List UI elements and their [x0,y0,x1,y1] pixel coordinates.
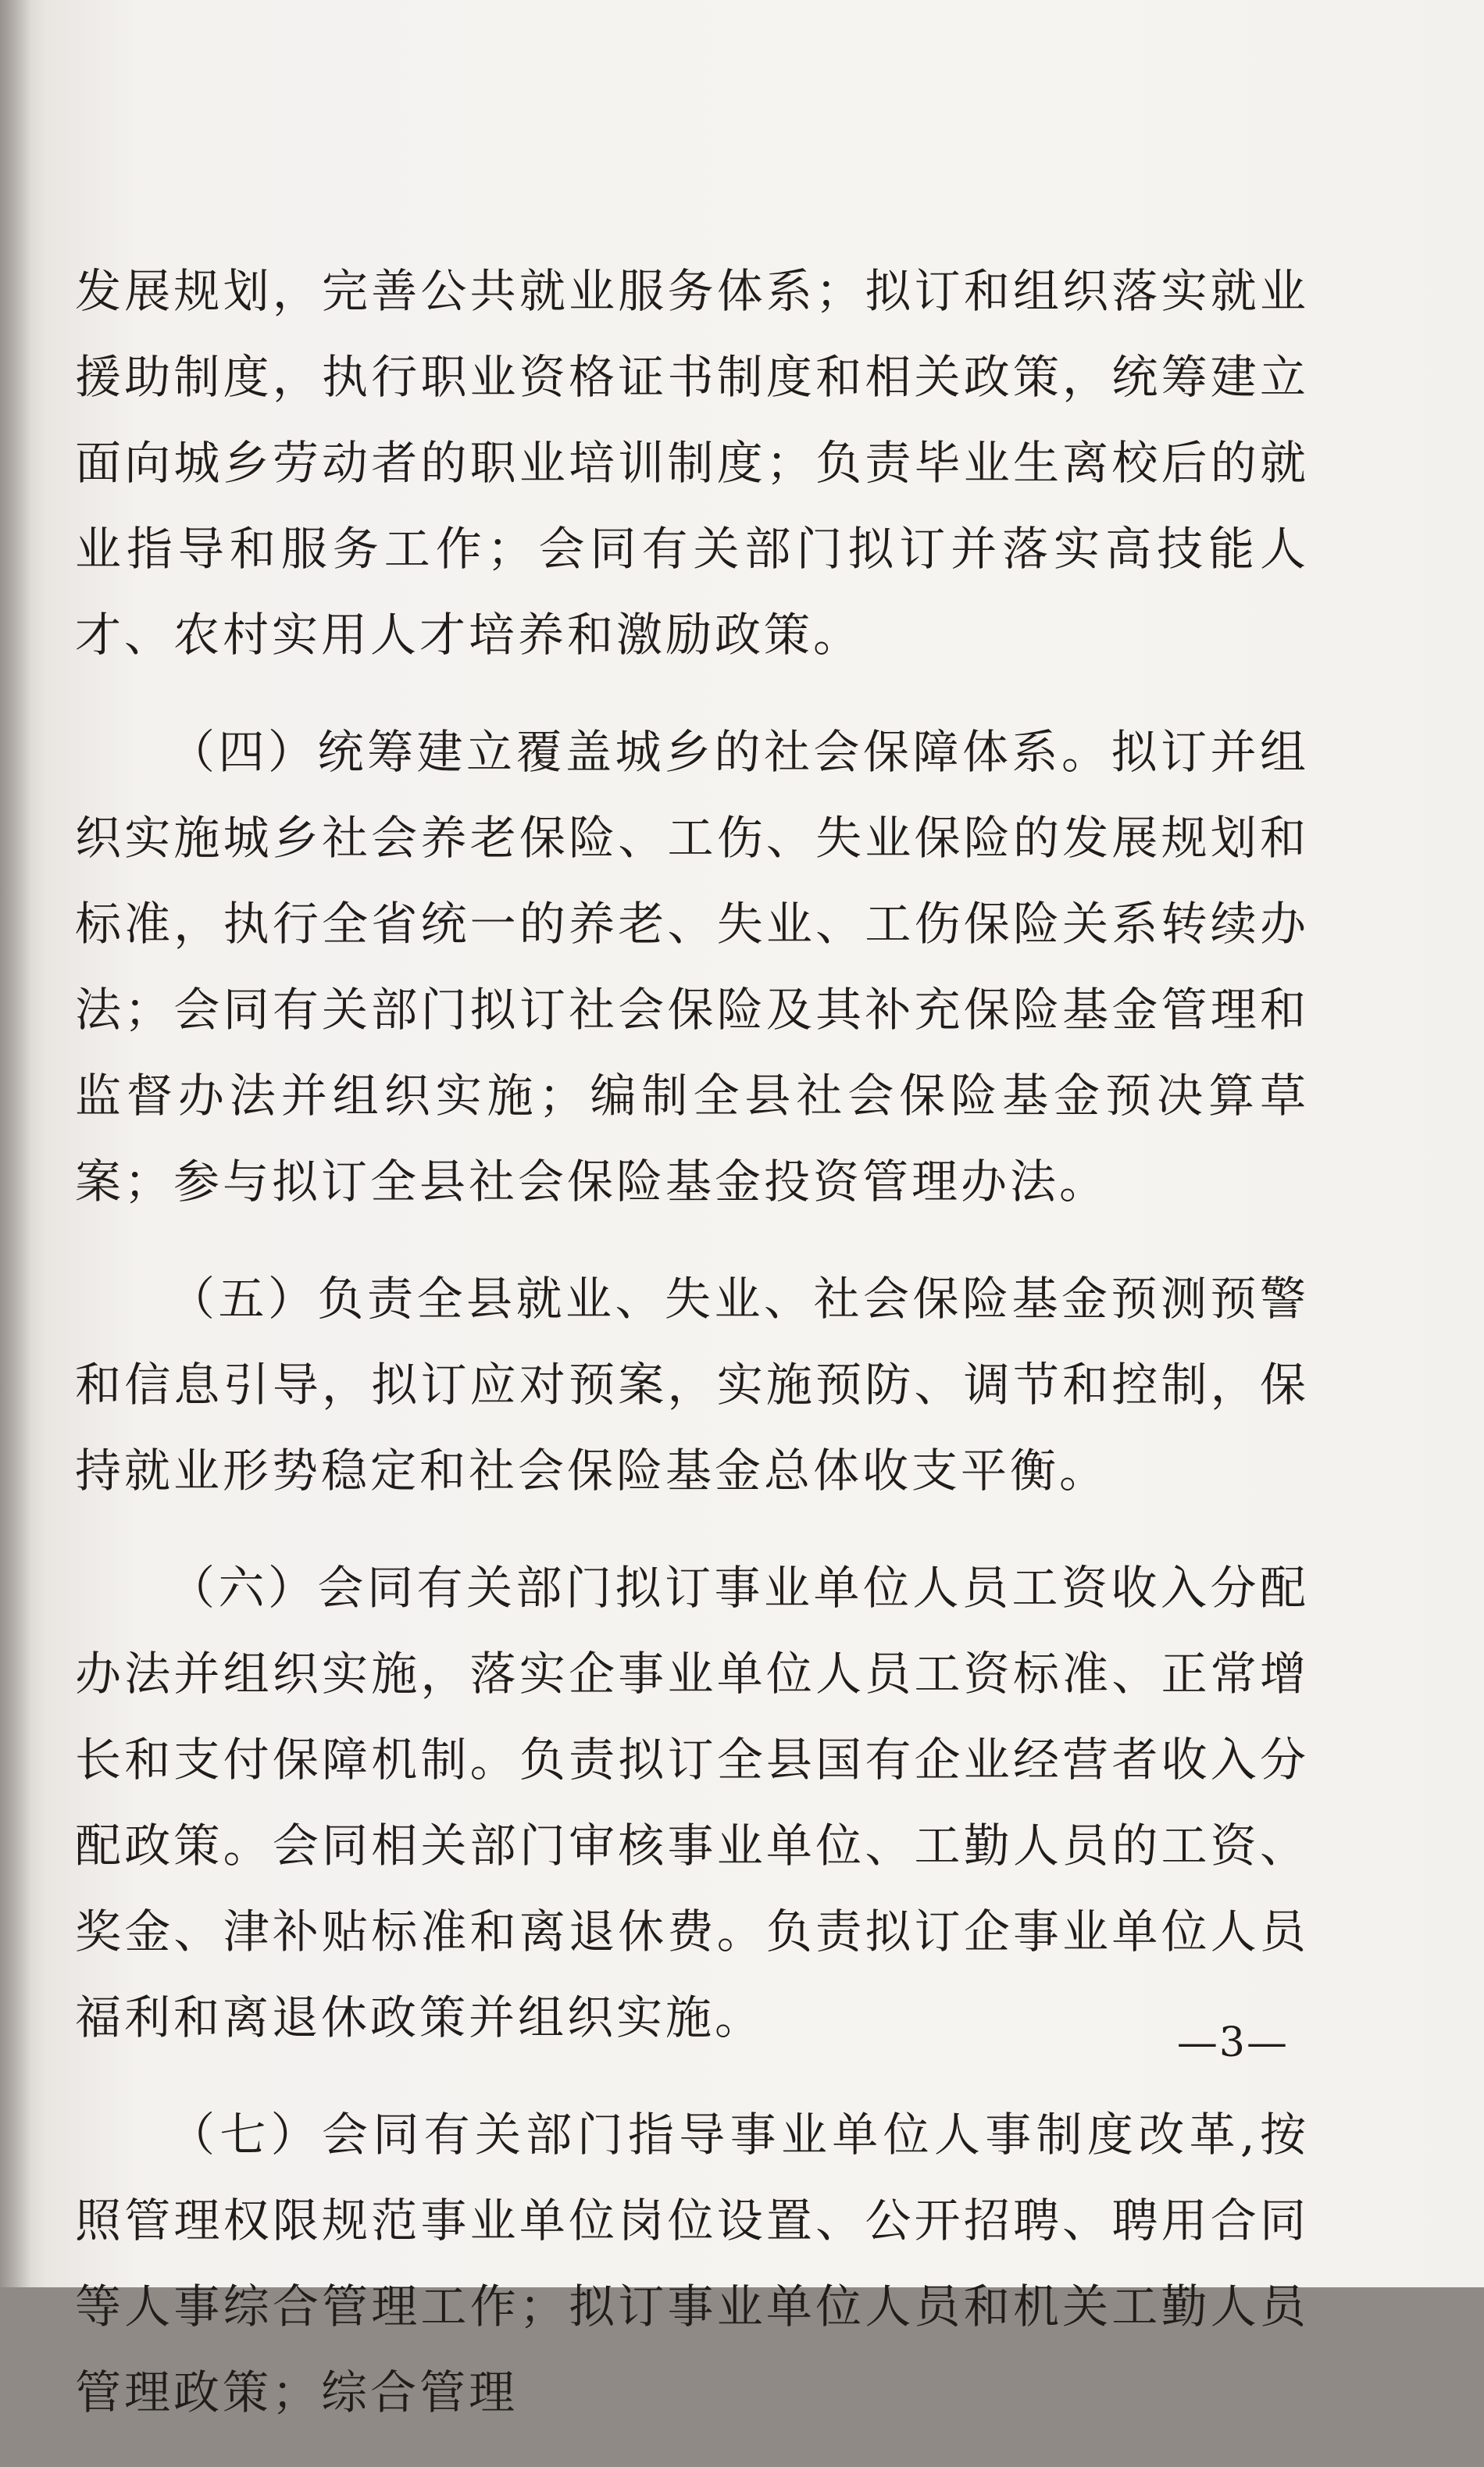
page-number: —3— [1176,2019,1289,2066]
paragraph-3: （五）负责全县就业、失业、社会保险基金预测预警和信息引导，拟订应对预案，实施预防、调节和控制，保持就业形势稳定和社会保险基金总体收支平衡。 [75,1272,1309,1498]
paragraph-1: 发展规划，完善公共就业服务体系；拟订和组织落实就业援助制度，执行职业资格证书制度和相关政策，统筹建立面向城乡劳动者的职业培训制度；负责毕业生离校后的就业指导和服务工作；会同有关部门拟订并落实高技能人才、农村实用人才培养和激励政策。 [75,264,1309,662]
page-edge-shadow [0,0,31,2287]
paragraph-5: （七）会同有关部门指导事业单位人事制度改革,按照管理权限规范事业单位岗位设置、公开招聘、聘用合同等人事综合管理工作；拟订事业单位人员和机关工勤人员管理政策；综合管理 [75,2108,1309,2419]
paragraph-4: （六）会同有关部门拟订事业单位人员工资收入分配办法并组织实施，落实企事业单位人员工资标准、正常增长和支付保障机制。负责拟订全县国有企业经营者收入分配政策。会同相关部门审核事业单位、工勤人员的工资、奖金、津补贴标准和离退休费。负责拟订企事业单位人员福利和离退休政策并组织实施。 [75,1561,1309,2044]
paragraph-2: （四）统筹建立覆盖城乡的社会保障体系。拟订并组织实施城乡社会养老保险、工伤、失业保险的发展规划和标准，执行全省统一的养老、失业、工伤保险关系转续办法；会同有关部门拟订社会保险及其补充保险基金管理和监督办法并组织实施；编制全县社会保险基金预决算草案；参与拟订全县社会保险基金投资管理办法。 [75,725,1309,1209]
document-body [75,248,1309,2467]
